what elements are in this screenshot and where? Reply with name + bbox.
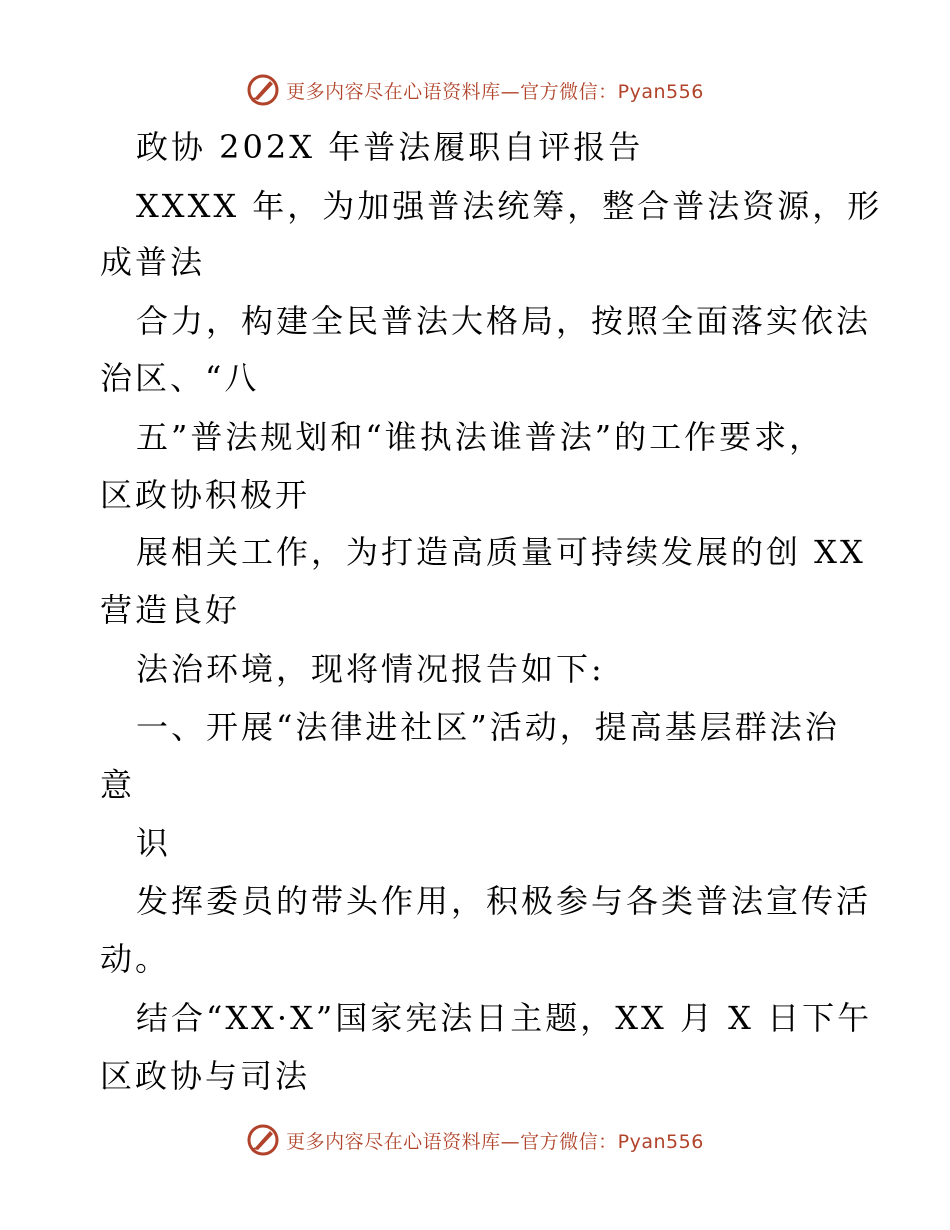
quill-pen-logo-icon: [246, 73, 280, 107]
paragraph-line: 发挥委员的带头作用，积极参与各类普法宣传活: [136, 882, 872, 920]
paragraph-line: 治区、“八: [100, 359, 260, 397]
quill-pen-logo-icon: [246, 1123, 280, 1157]
paragraph-line: 五”普法规划和“谁执法谁普法”的工作要求，: [136, 418, 825, 456]
document-title: 政协 202X 年普法履职自评报告: [136, 128, 644, 166]
paragraph-line: 成普法: [100, 243, 206, 281]
header-banner: [0, 70, 950, 110]
paragraph-line: 展相关工作，为打造高质量可持续发展的创 XX: [136, 533, 866, 571]
paragraph-line: XXXX 年，为加强普法统筹，整合普法资源，形: [136, 187, 883, 225]
section-heading: 一、开展“法律进社区”活动，提高基层群法治: [136, 708, 840, 746]
paragraph-line: 结合“XX·X”国家宪法日主题，XX 月 X 日下午: [136, 999, 873, 1037]
paragraph-line: 合力，构建全民普法大格局，按照全面落实依法: [136, 302, 872, 340]
paragraph-line: 动。: [100, 940, 171, 978]
paragraph-line: 法治环境，现将情况报告如下:: [136, 650, 605, 688]
section-heading-continued: 意: [100, 766, 136, 804]
section-heading-continued: 识: [136, 824, 172, 862]
paragraph-line: 区政协积极开: [100, 476, 311, 514]
footer-banner-text: 更多内容尽在心语资料库—官方微信：Pyan556: [286, 1130, 704, 1153]
paragraph-line: 营造良好: [100, 591, 241, 629]
paragraph-line: 区政协与司法: [100, 1057, 311, 1095]
footer-banner: [0, 1120, 950, 1160]
header-banner-text: 更多内容尽在心语资料库—官方微信：Pyan556: [286, 80, 704, 103]
